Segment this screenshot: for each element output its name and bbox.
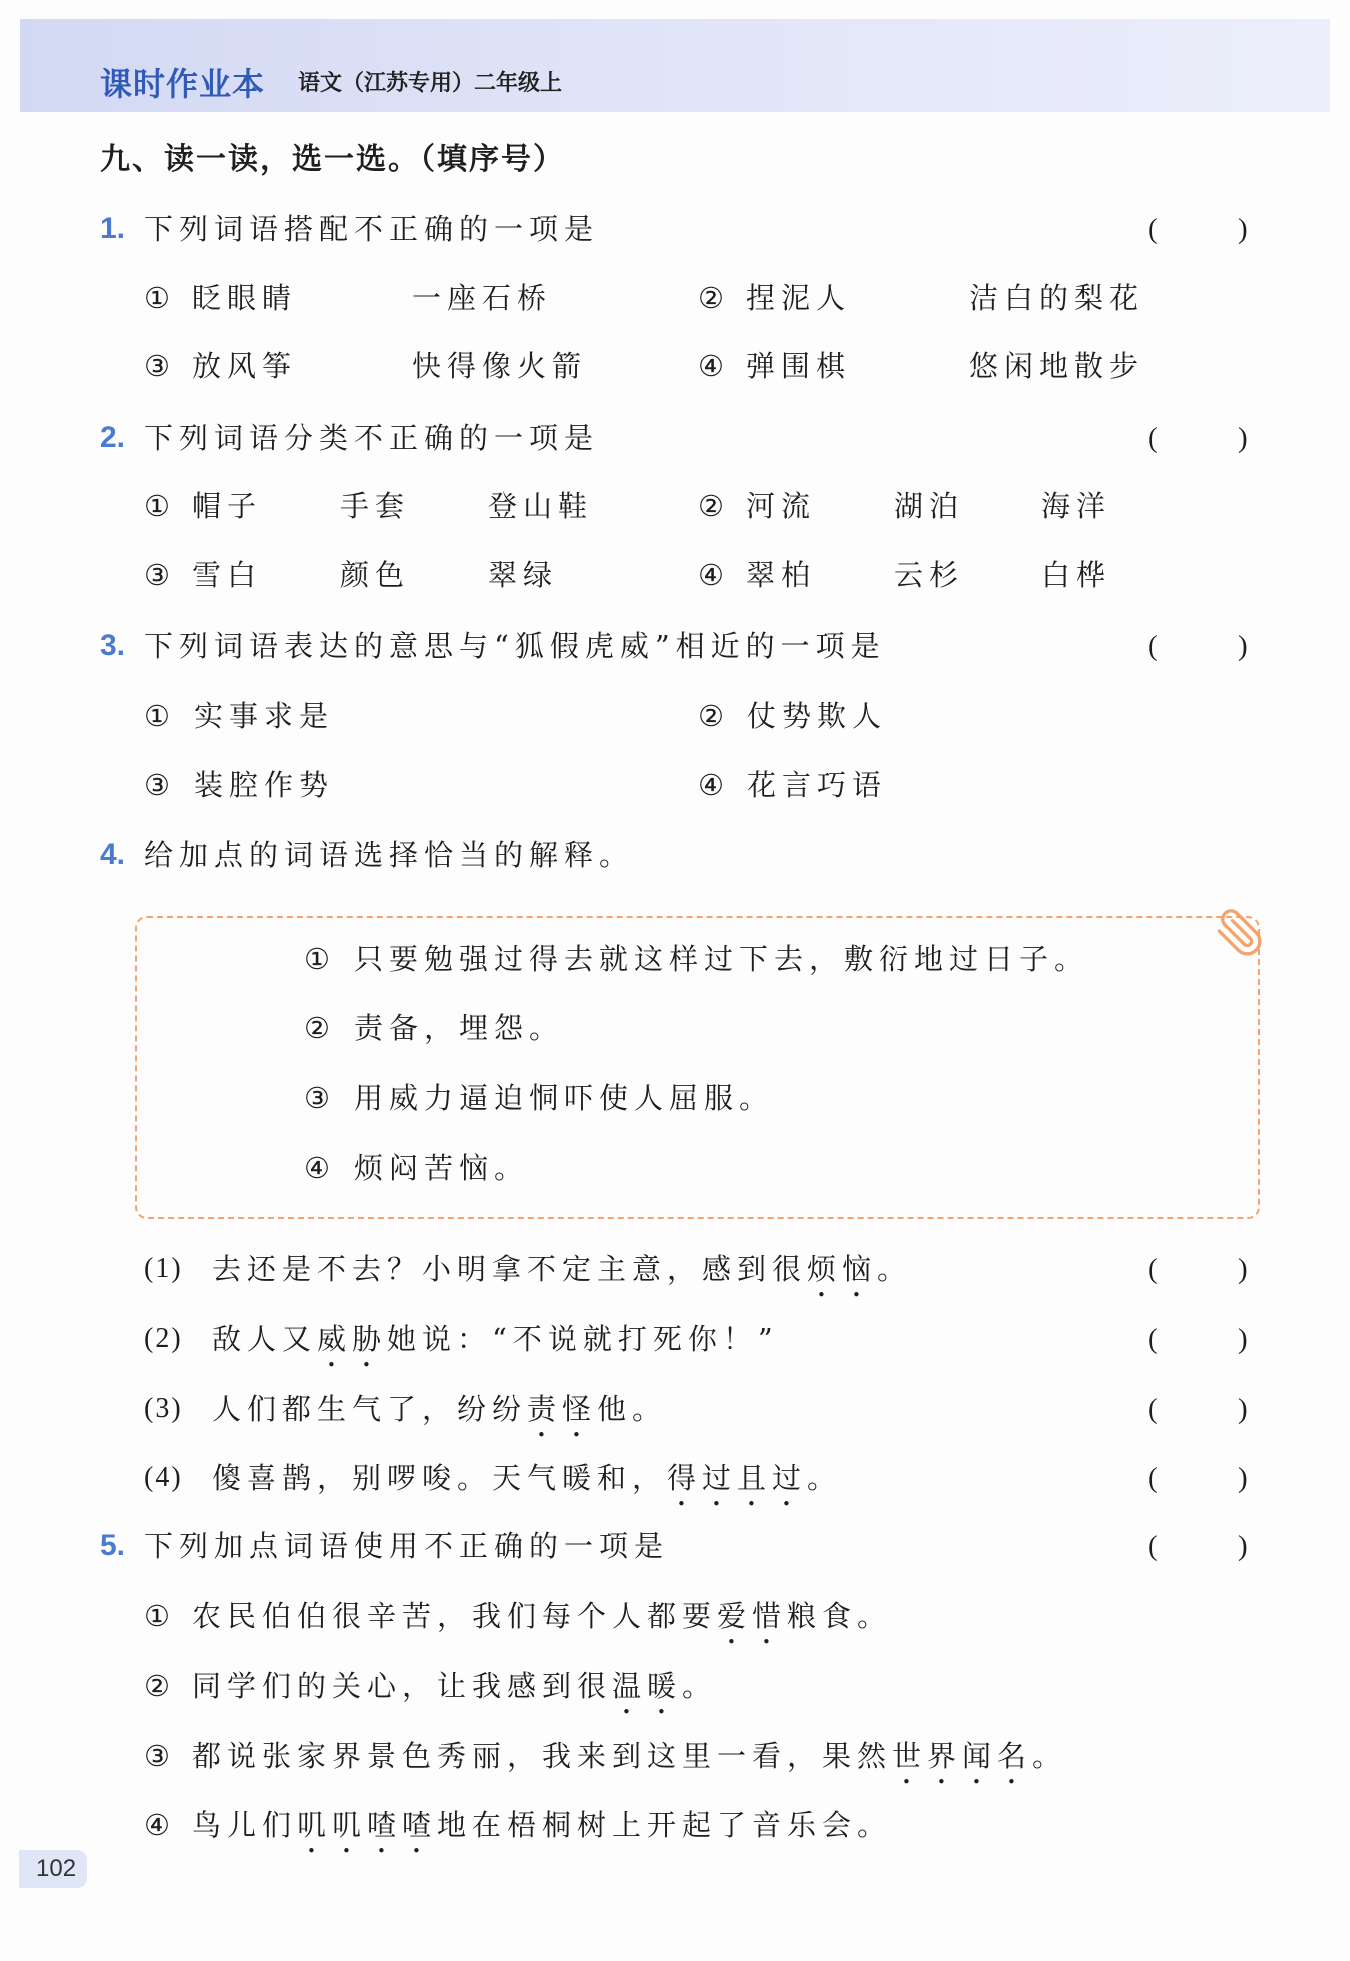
option-word: 翠柏: [746, 558, 817, 592]
subitem-number: (2): [144, 1323, 183, 1354]
question-number: 5.: [100, 1529, 126, 1562]
dotted-word: 叽叽喳喳: [297, 1808, 438, 1842]
q4-subitem-row: [0, 1319, 1350, 1359]
option-word: 弹围棋: [746, 349, 852, 383]
option-number: ③: [144, 768, 170, 802]
definition-text: 用威力逼迫恫吓使人屈服。: [354, 1081, 775, 1115]
option-number: ②: [698, 281, 724, 315]
option-word: 翠绿: [488, 558, 559, 592]
dotted-word: 世界闻名: [892, 1739, 1033, 1773]
dotted-word: 温暖: [612, 1669, 683, 1703]
q1-options-row-2: [0, 346, 1350, 386]
option-word: 悠闲地散步: [969, 349, 1145, 383]
option-word: 海洋: [1041, 489, 1112, 523]
q5-option-row: [0, 1596, 1350, 1636]
q4-subitem-row: [0, 1458, 1350, 1498]
answer-paren-open: (: [1148, 630, 1158, 662]
option-word: 颜色: [340, 558, 411, 592]
definition-row: [0, 1008, 1350, 1048]
q1-stem-row: [0, 209, 1350, 249]
sentence-before: 去还是不去？小明拿不定主意，感到很: [212, 1252, 808, 1286]
option-word: 眨眼睛: [192, 281, 298, 315]
option-number: ②: [698, 489, 724, 523]
question-stem: 给加点的词语选择恰当的解释。: [144, 838, 635, 872]
option-word: 帽子: [192, 489, 263, 523]
q4-subitem-row: [0, 1249, 1350, 1289]
dotted-word: 得过且过: [667, 1461, 808, 1495]
sentence-before: 人们都生气了，纷纷: [212, 1392, 528, 1426]
q3-stem-row: [0, 626, 1350, 666]
answer-paren-close: ): [1238, 1462, 1248, 1494]
option-word: 仗势欺人: [747, 699, 888, 733]
definition-number: ①: [304, 942, 330, 976]
q5-option-row: [0, 1736, 1350, 1776]
q2-stem-row: [0, 418, 1350, 458]
sentence-before: 傻喜鹊，别啰唆。天气暖和，: [212, 1461, 668, 1495]
option-word: 登山鞋: [488, 489, 594, 523]
subitem-number: (3): [144, 1393, 183, 1424]
answer-paren-close: ): [1238, 1323, 1248, 1355]
answer-paren-open: (: [1148, 213, 1158, 245]
question-number: 1.: [100, 212, 126, 245]
question-stem: 下列词语搭配不正确的一项是: [144, 212, 600, 246]
question-stem: 下列加点词语使用不正确的一项是: [144, 1529, 670, 1563]
option-word: 湖泊: [894, 489, 965, 523]
sentence-after: 。: [682, 1669, 718, 1703]
answer-paren-close: ): [1238, 1393, 1248, 1425]
option-word: 花言巧语: [747, 768, 888, 802]
answer-paren-close: ): [1238, 1253, 1248, 1285]
answer-paren-close: ): [1238, 1530, 1248, 1562]
answer-paren-open: (: [1148, 1323, 1158, 1355]
q1-options-row-1: [0, 278, 1350, 318]
answer-paren-open: (: [1148, 1530, 1158, 1562]
answer-paren-open: (: [1148, 1462, 1158, 1494]
option-word: 手套: [340, 489, 411, 523]
option-sentence: [192, 1596, 892, 1651]
section-title: 九、读一读，选一选。（填序号）: [100, 142, 565, 177]
question-stem: 下列词语表达的意思与“狐假虎威”相近的一项是: [144, 629, 886, 663]
definition-number: ④: [304, 1151, 330, 1185]
dotted-word: 爱惜: [717, 1599, 788, 1633]
sentence-before: 敌人又: [212, 1322, 318, 1356]
option-number: ①: [144, 281, 170, 315]
option-number: ③: [144, 349, 170, 383]
option-sentence: [192, 1736, 1067, 1791]
subitem-number: (1): [144, 1253, 183, 1284]
subitem-number: (4): [144, 1462, 183, 1493]
option-number: ④: [698, 349, 724, 383]
q5-stem-row: [0, 1526, 1350, 1566]
option-number: ③: [144, 558, 170, 592]
option-number: ④: [144, 1808, 170, 1842]
sentence-before: 都说张家界景色秀丽，我来到这里一看，果然: [192, 1739, 893, 1773]
q2-options-row-1: [0, 486, 1350, 526]
option-word: 快得像火箭: [412, 349, 588, 383]
answer-paren-close: ): [1238, 422, 1248, 454]
subitem-sentence: [212, 1389, 667, 1444]
option-word: 白桦: [1041, 558, 1112, 592]
dotted-word: 威胁: [317, 1322, 388, 1356]
q3-options-row-2: [0, 765, 1350, 805]
question-number: 4.: [100, 838, 126, 871]
option-word: 装腔作势: [194, 768, 335, 802]
definition-number: ②: [304, 1011, 330, 1045]
option-word: 捏泥人: [746, 281, 852, 315]
dotted-word: 烦恼: [807, 1252, 878, 1286]
option-word: 洁白的梨花: [969, 281, 1145, 315]
option-sentence: [192, 1666, 717, 1721]
question-stem: 下列词语分类不正确的一项是: [144, 421, 600, 455]
option-word: 河流: [746, 489, 817, 523]
answer-paren-open: (: [1148, 1253, 1158, 1285]
q2-options-row-2: [0, 555, 1350, 595]
option-word: 云杉: [894, 558, 965, 592]
definition-number: ③: [304, 1081, 330, 1115]
option-number: ②: [144, 1669, 170, 1703]
answer-paren-open: (: [1148, 1393, 1158, 1425]
dotted-word: 责怪: [527, 1392, 598, 1426]
sentence-before: 同学们的关心，让我感到很: [192, 1669, 613, 1703]
sentence-after: 。: [1032, 1739, 1068, 1773]
sentence-after: 粮食。: [787, 1599, 893, 1633]
book-subtitle: 语文（江苏专用）二年级上: [298, 71, 563, 96]
definition-text: 烦闷苦恼。: [354, 1151, 530, 1185]
definition-row: [0, 1078, 1350, 1118]
subitem-sentence: [212, 1458, 842, 1513]
question-number: 3.: [100, 629, 126, 662]
definition-row: [0, 1148, 1350, 1188]
page-number: 102: [36, 1855, 77, 1882]
q4-stem-row: [0, 835, 1350, 875]
sentence-before: 鸟儿们: [192, 1808, 298, 1842]
sentence-after: 。: [877, 1252, 913, 1286]
option-number: ③: [144, 1739, 170, 1773]
sentence-after: 他。: [597, 1392, 668, 1426]
option-number: ①: [144, 1599, 170, 1633]
sentence-after: 地在梧桐树上开起了音乐会。: [437, 1808, 893, 1842]
q3-options-row-1: [0, 696, 1350, 736]
definition-text: 责备，埋怨。: [354, 1011, 565, 1045]
definition-row: [0, 939, 1350, 979]
option-word: 一座石桥: [412, 281, 553, 315]
sentence-after: 。: [807, 1461, 843, 1495]
q4-subitem-row: [0, 1389, 1350, 1429]
answer-paren-close: ): [1238, 630, 1248, 662]
option-number: ④: [698, 768, 724, 802]
option-number: ②: [698, 699, 724, 733]
definition-text: 只要勉强过得去就这样过下去，敷衍地过日子。: [354, 942, 1090, 976]
option-word: 雪白: [192, 558, 263, 592]
q5-option-row: [0, 1805, 1350, 1845]
book-brand: 课时作业本: [100, 65, 266, 103]
answer-paren-open: (: [1148, 422, 1158, 454]
question-number: 2.: [100, 421, 126, 454]
option-sentence: [192, 1805, 892, 1860]
sentence-before: 农民伯伯很辛苦，我们每个人都要: [192, 1599, 718, 1633]
option-number: ①: [144, 489, 170, 523]
answer-paren-close: ): [1238, 213, 1248, 245]
option-word: 实事求是: [194, 699, 335, 733]
option-word: 放风筝: [192, 349, 298, 383]
subitem-sentence: [212, 1319, 779, 1374]
subitem-sentence: [212, 1249, 912, 1304]
option-number: ④: [698, 558, 724, 592]
q5-option-row: [0, 1666, 1350, 1706]
sentence-after: 她说：“不说就打死你！”: [387, 1322, 779, 1356]
option-number: ①: [144, 699, 170, 733]
